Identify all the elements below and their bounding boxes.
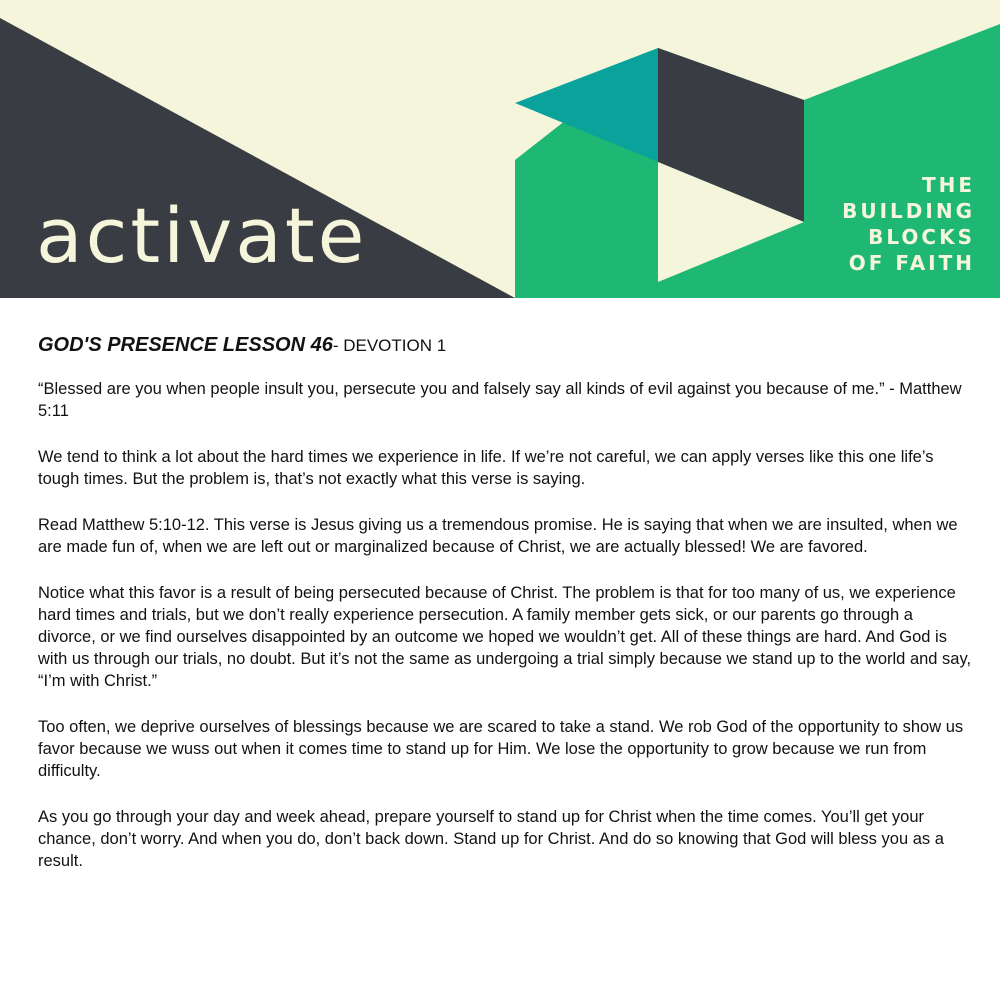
tagline-line: BUILDING (842, 199, 975, 223)
lesson-subtitle: - DEVOTION 1 (332, 336, 447, 355)
tagline-line: OF FAITH (848, 251, 975, 275)
devotion-body (38, 331, 972, 896)
tagline-line: BLOCKS (868, 225, 975, 249)
brand-wordmark: activate (36, 191, 368, 280)
body-paragraph: We tend to think a lot about the hard times we experience in life. If we’re not careful, we can apply verses like this one life’s tough times. But the problem is, that’s not exactly what this verse is saying. (38, 448, 934, 488)
lesson-heading (38, 331, 972, 360)
lesson-title: GOD'S PRESENCE LESSON 46 (38, 334, 333, 356)
tagline-line: THE (921, 173, 975, 197)
body-paragraph: Too often, we deprive ourselves of blessings because we are scared to take a stand. We rob God of the opportunity to show us favor because we wuss out when it comes time to stand up for Him. We lose the opportunity to grow because we run from difficulty. (38, 718, 964, 780)
scripture-quote: “Blessed are you when people insult you, persecute you and falsely say all kinds of evil against you because of me.” - Matthew 5:11 (38, 380, 962, 420)
header-banner (0, 0, 1000, 298)
brand-tagline (785, 172, 975, 276)
body-paragraph: Read Matthew 5:10-12. This verse is Jesus giving us a tremendous promise. He is saying that when we are insulted, when we are made fun of, when we are left out or marginalized because of Christ, we are actually blessed! We are favored. (38, 516, 958, 556)
body-paragraph: Notice what this favor is a result of being persecuted because of Christ. The problem is that for too many of us, we experience hard times and trials, but we don’t really experience persecution. A family member gets sick, or our parents go through a divorce, or we find ourselves disappointed by an outcome we hoped we wouldn’t get. All of these things are hard. And God is with us through our trials, no doubt. But it’s not the same as undergoing a trial simply because we stand up to the world and say, “I’m with Christ.” (38, 584, 972, 690)
body-paragraph: As you go through your day and week ahead, prepare yourself to stand up for Christ when the time comes. You’ll get your chance, don’t worry. And when you do, don’t back down. Stand up for Christ. And do so knowing that God will bless you as a result. (38, 808, 944, 870)
